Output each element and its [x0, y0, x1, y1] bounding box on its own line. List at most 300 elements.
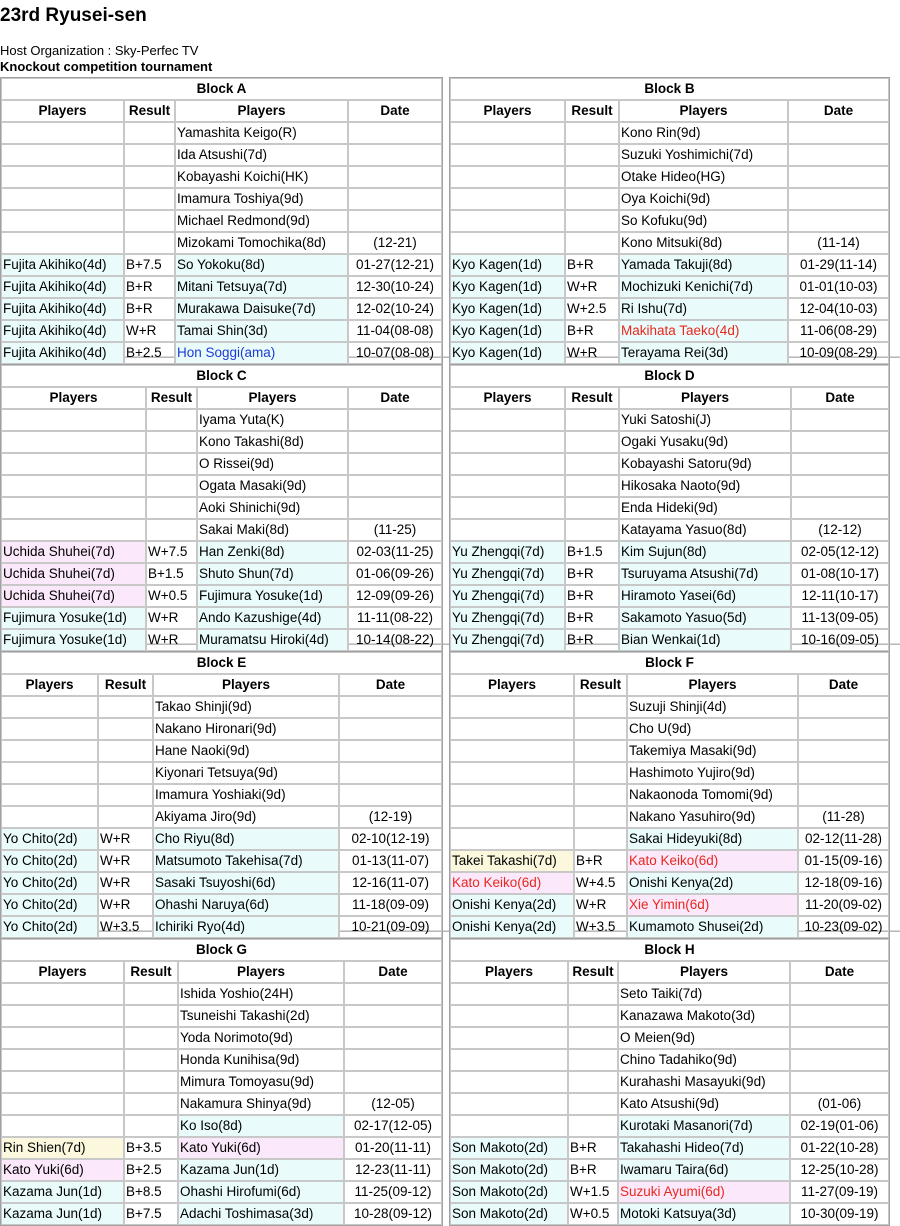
- page-title: 23rd Ryusei-sen: [0, 5, 147, 26]
- date-cell: [790, 1071, 889, 1093]
- table-row: [450, 541, 889, 563]
- result-cell: [565, 210, 619, 232]
- date-cell: [348, 497, 442, 519]
- opponent-cell: Sakai Maki(8d): [197, 519, 348, 541]
- table-row: [450, 409, 889, 431]
- winner-cell: [1, 210, 124, 232]
- opponent-cell: Sasaki Tsuyoshi(6d): [153, 872, 339, 894]
- opponent-header: Players: [153, 674, 339, 696]
- table-row: [1, 1137, 442, 1159]
- table-row: [450, 1049, 889, 1071]
- players-header: Players: [450, 387, 565, 409]
- winner-cell: [450, 1049, 568, 1071]
- table-row: [450, 894, 889, 916]
- date-cell: 12-25(10-28): [790, 1159, 889, 1181]
- winner-cell: Fujita Akihiko(4d): [1, 254, 124, 276]
- winner-cell: [450, 1093, 568, 1115]
- date-cell: (12-21): [348, 232, 442, 254]
- date-cell: [339, 696, 442, 718]
- result-cell: [124, 210, 175, 232]
- table-row: [1, 894, 442, 916]
- result-cell: [146, 431, 197, 453]
- date-cell: (01-06): [790, 1093, 889, 1115]
- opponent-cell: Ri Ishu(7d): [619, 298, 788, 320]
- winner-cell: [1, 188, 124, 210]
- table-row: [450, 1203, 889, 1225]
- opponent-cell: Ando Kazushige(4d): [197, 607, 348, 629]
- opponent-cell: Fujimura Yosuke(1d): [197, 585, 348, 607]
- table-row: [1, 409, 442, 431]
- opponent-cell: Otake Hideo(HG): [619, 166, 788, 188]
- result-cell: [568, 1071, 618, 1093]
- opponent-cell: Ko Iso(8d): [178, 1115, 344, 1137]
- opponent-cell: Xie Yimin(6d): [627, 894, 798, 916]
- opponent-cell: Kanazawa Makoto(3d): [618, 1005, 790, 1027]
- winner-cell: [1, 718, 98, 740]
- winner-cell: [450, 784, 574, 806]
- date-cell: 01-29(11-14): [788, 254, 889, 276]
- table-row: [450, 740, 889, 762]
- result-cell: W+7.5: [146, 541, 197, 563]
- opponent-cell: Aoki Shinichi(9d): [197, 497, 348, 519]
- opponent-cell: Iyama Yuta(K): [197, 409, 348, 431]
- result-cell: [565, 431, 619, 453]
- date-cell: 02-12(11-28): [798, 828, 889, 850]
- opponent-cell: So Yokoku(8d): [175, 254, 348, 276]
- table-row: [1, 298, 442, 320]
- date-cell: [798, 762, 889, 784]
- table-row: [1, 144, 442, 166]
- winner-cell: Onishi Kenya(2d): [450, 916, 574, 938]
- opponent-cell: Kato Atsushi(9d): [618, 1093, 790, 1115]
- block-a-table: [0, 77, 443, 365]
- result-cell: [565, 188, 619, 210]
- table-row: [450, 188, 889, 210]
- result-cell: B+R: [565, 563, 619, 585]
- block-title: Block H: [450, 939, 889, 961]
- winner-cell: [1, 453, 146, 475]
- winner-cell: [450, 188, 565, 210]
- winner-cell: [1, 232, 124, 254]
- host-organization: Host Organization : Sky-Perfec TV: [0, 43, 199, 58]
- winner-cell: Onishi Kenya(2d): [450, 894, 574, 916]
- table-row: [1, 585, 442, 607]
- result-cell: B+7.5: [124, 1203, 178, 1225]
- table-row: [1, 1005, 442, 1027]
- date-cell: [348, 210, 442, 232]
- result-cell: B+2.5: [124, 1159, 178, 1181]
- date-header: Date: [344, 961, 442, 983]
- table-row: [450, 607, 889, 629]
- result-cell: W+0.5: [146, 585, 197, 607]
- winner-cell: [450, 475, 565, 497]
- opponent-header: Players: [197, 387, 348, 409]
- result-cell: B+R: [565, 254, 619, 276]
- date-cell: [798, 718, 889, 740]
- table-row: [1, 1181, 442, 1203]
- winner-cell: Yu Zhengqi(7d): [450, 541, 565, 563]
- result-cell: B+2.5: [124, 342, 175, 364]
- opponent-cell: Oya Koichi(9d): [619, 188, 788, 210]
- date-cell: 02-19(01-06): [790, 1115, 889, 1137]
- table-row: [1, 276, 442, 298]
- table-row: [450, 232, 889, 254]
- opponent-cell: Hon Soggi(ama): [175, 342, 348, 364]
- winner-cell: Kyo Kagen(1d): [450, 298, 565, 320]
- result-header: Result: [124, 961, 178, 983]
- winner-cell: Fujita Akihiko(4d): [1, 320, 124, 342]
- winner-cell: Yo Chito(2d): [1, 850, 98, 872]
- date-cell: 01-13(11-07): [339, 850, 442, 872]
- table-row: [1, 983, 442, 1005]
- opponent-cell: Kono Rin(9d): [619, 122, 788, 144]
- result-cell: W+R: [565, 276, 619, 298]
- date-cell: [791, 453, 889, 475]
- table-row: [1, 828, 442, 850]
- winner-cell: [450, 696, 574, 718]
- table-row: [450, 453, 889, 475]
- winner-cell: [450, 1115, 568, 1137]
- winner-cell: Son Makoto(2d): [450, 1203, 568, 1225]
- winner-cell: Kazama Jun(1d): [1, 1181, 124, 1203]
- date-cell: 12-30(10-24): [348, 276, 442, 298]
- winner-cell: [1, 784, 98, 806]
- table-row: [1, 210, 442, 232]
- date-cell: 02-17(12-05): [344, 1115, 442, 1137]
- players-header: Players: [450, 961, 568, 983]
- table-row: [450, 762, 889, 784]
- date-cell: 10-21(09-09): [339, 916, 442, 938]
- date-cell: (11-25): [348, 519, 442, 541]
- opponent-cell: Seto Taiki(7d): [618, 983, 790, 1005]
- opponent-cell: Hikosaka Naoto(9d): [619, 475, 791, 497]
- opponent-header: Players: [175, 100, 348, 122]
- result-cell: B+R: [568, 1137, 618, 1159]
- date-cell: [348, 122, 442, 144]
- opponent-cell: Terayama Rei(3d): [619, 342, 788, 364]
- date-cell: 10-23(09-02): [798, 916, 889, 938]
- table-row: [450, 1159, 889, 1181]
- opponent-cell: Mizokami Tomochika(8d): [175, 232, 348, 254]
- date-cell: (12-19): [339, 806, 442, 828]
- winner-cell: [450, 519, 565, 541]
- date-cell: [788, 166, 889, 188]
- result-cell: B+R: [565, 320, 619, 342]
- block-title: Block C: [1, 365, 442, 387]
- date-cell: [348, 188, 442, 210]
- table-row: [1, 188, 442, 210]
- result-cell: W+3.5: [574, 916, 627, 938]
- table-row: [450, 1005, 889, 1027]
- opponent-cell: Hashimoto Yujiro(9d): [627, 762, 798, 784]
- result-cell: [98, 718, 153, 740]
- result-cell: W+R: [146, 607, 197, 629]
- result-cell: [98, 806, 153, 828]
- block-title: Block D: [450, 365, 889, 387]
- winner-cell: [450, 497, 565, 519]
- winner-cell: Fujita Akihiko(4d): [1, 298, 124, 320]
- winner-cell: Fujita Akihiko(4d): [1, 276, 124, 298]
- table-row: [450, 563, 889, 585]
- winner-cell: Yu Zhengqi(7d): [450, 563, 565, 585]
- opponent-cell: Kurotaki Masanori(7d): [618, 1115, 790, 1137]
- winner-cell: Yu Zhengqi(7d): [450, 629, 565, 651]
- players-header: Players: [1, 674, 98, 696]
- table-row: [450, 342, 889, 364]
- date-cell: 11-20(09-02): [798, 894, 889, 916]
- opponent-header: Players: [178, 961, 344, 983]
- date-cell: 11-25(09-12): [344, 1181, 442, 1203]
- table-row: [1, 1027, 442, 1049]
- table-row: [1, 122, 442, 144]
- opponent-cell: Kono Takashi(8d): [197, 431, 348, 453]
- block-title: Block B: [450, 78, 889, 100]
- date-cell: 10-16(09-05): [791, 629, 889, 651]
- table-row: [1, 519, 442, 541]
- table-row: [450, 497, 889, 519]
- date-header: Date: [339, 674, 442, 696]
- date-cell: 12-18(09-16): [798, 872, 889, 894]
- winner-cell: [1, 1049, 124, 1071]
- table-row: [1, 1071, 442, 1093]
- date-cell: 12-04(10-03): [788, 298, 889, 320]
- table-row: [450, 872, 889, 894]
- table-row: [450, 718, 889, 740]
- result-cell: W+R: [98, 828, 153, 850]
- date-cell: 10-14(08-22): [348, 629, 442, 651]
- winner-cell: [1, 696, 98, 718]
- date-cell: 01-22(10-28): [790, 1137, 889, 1159]
- opponent-cell: Kazama Jun(1d): [178, 1159, 344, 1181]
- date-cell: 01-06(09-26): [348, 563, 442, 585]
- opponent-cell: Nakaonoda Tomomi(9d): [627, 784, 798, 806]
- result-cell: W+0.5: [568, 1203, 618, 1225]
- winner-cell: Yo Chito(2d): [1, 872, 98, 894]
- result-cell: B+1.5: [565, 541, 619, 563]
- result-header: Result: [98, 674, 153, 696]
- winner-cell: Kyo Kagen(1d): [450, 342, 565, 364]
- date-cell: 10-07(08-08): [348, 342, 442, 364]
- table-row: [450, 166, 889, 188]
- date-cell: [798, 784, 889, 806]
- date-cell: [790, 1049, 889, 1071]
- date-cell: 10-30(09-19): [790, 1203, 889, 1225]
- opponent-cell: Kurahashi Masayuki(9d): [618, 1071, 790, 1093]
- opponent-cell: Matsumoto Takehisa(7d): [153, 850, 339, 872]
- opponent-cell: Cho U(9d): [627, 718, 798, 740]
- result-cell: W+4.5: [574, 872, 627, 894]
- result-cell: [565, 497, 619, 519]
- date-header: Date: [798, 674, 889, 696]
- date-cell: 12-09(09-26): [348, 585, 442, 607]
- winner-cell: Yu Zhengqi(7d): [450, 607, 565, 629]
- opponent-cell: Kato Keiko(6d): [627, 850, 798, 872]
- date-cell: [348, 144, 442, 166]
- result-cell: [568, 1049, 618, 1071]
- result-header: Result: [146, 387, 197, 409]
- opponent-cell: Ichiriki Ryo(4d): [153, 916, 339, 938]
- date-cell: [788, 210, 889, 232]
- date-cell: (11-14): [788, 232, 889, 254]
- winner-cell: Uchida Shuhei(7d): [1, 585, 146, 607]
- date-cell: 10-09(08-29): [788, 342, 889, 364]
- date-cell: [798, 696, 889, 718]
- winner-cell: Kyo Kagen(1d): [450, 320, 565, 342]
- date-cell: 11-04(08-08): [348, 320, 442, 342]
- opponent-header: Players: [619, 387, 791, 409]
- result-cell: B+R: [124, 298, 175, 320]
- opponent-cell: Cho Riyu(8d): [153, 828, 339, 850]
- table-row: [450, 122, 889, 144]
- table-row: [1, 166, 442, 188]
- result-cell: W+R: [565, 342, 619, 364]
- table-row: [450, 784, 889, 806]
- opponent-cell: Tsuruyama Atsushi(7d): [619, 563, 791, 585]
- opponent-cell: O Meien(9d): [618, 1027, 790, 1049]
- date-cell: [790, 1005, 889, 1027]
- opponent-cell: Sakai Hideyuki(8d): [627, 828, 798, 850]
- result-cell: W+R: [146, 629, 197, 651]
- date-cell: 01-15(09-16): [798, 850, 889, 872]
- winner-cell: [450, 762, 574, 784]
- date-cell: [348, 166, 442, 188]
- result-cell: [98, 740, 153, 762]
- result-cell: [574, 784, 627, 806]
- result-cell: [124, 144, 175, 166]
- opponent-cell: Yoda Norimoto(9d): [178, 1027, 344, 1049]
- result-cell: [124, 983, 178, 1005]
- table-row: [1, 1115, 442, 1137]
- date-cell: [348, 475, 442, 497]
- date-header: Date: [791, 387, 889, 409]
- table-row: [1, 629, 442, 651]
- date-cell: 10-28(09-12): [344, 1203, 442, 1225]
- result-cell: [574, 828, 627, 850]
- winner-cell: [1, 475, 146, 497]
- winner-cell: [450, 144, 565, 166]
- block-h-table: [449, 938, 890, 1226]
- table-row: [1, 718, 442, 740]
- table-row: [450, 1181, 889, 1203]
- result-header: Result: [565, 387, 619, 409]
- table-row: [1, 696, 442, 718]
- winner-cell: [1, 762, 98, 784]
- date-header: Date: [348, 387, 442, 409]
- opponent-cell: Hane Naoki(9d): [153, 740, 339, 762]
- date-cell: 01-27(12-21): [348, 254, 442, 276]
- table-row: [1, 916, 442, 938]
- opponent-cell: Mochizuki Kenichi(7d): [619, 276, 788, 298]
- date-header: Date: [788, 100, 889, 122]
- winner-cell: [450, 232, 565, 254]
- result-cell: B+R: [124, 276, 175, 298]
- date-cell: 12-23(11-11): [344, 1159, 442, 1181]
- opponent-cell: Tamai Shin(3d): [175, 320, 348, 342]
- result-header: Result: [124, 100, 175, 122]
- result-cell: [565, 166, 619, 188]
- table-row: [450, 585, 889, 607]
- table-row: [450, 144, 889, 166]
- result-cell: [146, 497, 197, 519]
- winner-cell: Kato Keiko(6d): [450, 872, 574, 894]
- date-cell: 12-02(10-24): [348, 298, 442, 320]
- opponent-cell: Takao Shinji(9d): [153, 696, 339, 718]
- table-row: [450, 1093, 889, 1115]
- date-cell: 11-06(08-29): [788, 320, 889, 342]
- result-cell: B+8.5: [124, 1181, 178, 1203]
- result-cell: [124, 1115, 178, 1137]
- date-cell: [339, 762, 442, 784]
- result-cell: [565, 144, 619, 166]
- winner-cell: Uchida Shuhei(7d): [1, 563, 146, 585]
- date-cell: [791, 431, 889, 453]
- table-row: [450, 629, 889, 651]
- opponent-cell: Suzuji Shinji(4d): [627, 696, 798, 718]
- result-cell: [574, 762, 627, 784]
- winner-cell: Kyo Kagen(1d): [450, 276, 565, 298]
- date-cell: [791, 475, 889, 497]
- table-row: [450, 1071, 889, 1093]
- winner-cell: [450, 210, 565, 232]
- result-cell: [568, 1027, 618, 1049]
- winner-cell: Kazama Jun(1d): [1, 1203, 124, 1225]
- opponent-cell: Enda Hideki(9d): [619, 497, 791, 519]
- date-cell: 02-10(12-19): [339, 828, 442, 850]
- opponent-cell: Katayama Yasuo(8d): [619, 519, 791, 541]
- winner-cell: [450, 409, 565, 431]
- table-row: [1, 453, 442, 475]
- winner-cell: [450, 740, 574, 762]
- date-cell: 01-01(10-03): [788, 276, 889, 298]
- opponent-cell: Adachi Toshimasa(3d): [178, 1203, 344, 1225]
- result-cell: [574, 806, 627, 828]
- opponent-cell: Motoki Katsuya(3d): [618, 1203, 790, 1225]
- block-title: Block G: [1, 939, 442, 961]
- opponent-cell: Yamada Takuji(8d): [619, 254, 788, 276]
- date-cell: [788, 188, 889, 210]
- date-cell: [348, 431, 442, 453]
- table-row: [1, 740, 442, 762]
- result-cell: [565, 232, 619, 254]
- winner-cell: [1, 1005, 124, 1027]
- date-header: Date: [790, 961, 889, 983]
- result-cell: [565, 453, 619, 475]
- players-header: Players: [1, 100, 124, 122]
- block-e-table: [0, 651, 443, 939]
- date-cell: [790, 983, 889, 1005]
- table-row: [1, 607, 442, 629]
- result-cell: [124, 1071, 178, 1093]
- result-cell: [124, 1027, 178, 1049]
- opponent-cell: Shuto Shun(7d): [197, 563, 348, 585]
- winner-cell: [1, 1027, 124, 1049]
- date-header: Date: [348, 100, 442, 122]
- winner-cell: [1, 497, 146, 519]
- date-cell: (12-12): [791, 519, 889, 541]
- winner-cell: [450, 122, 565, 144]
- block-title: Block F: [450, 652, 889, 674]
- result-cell: B+R: [565, 607, 619, 629]
- block-d-table: [449, 364, 890, 652]
- table-row: [1, 254, 442, 276]
- table-row: [1, 497, 442, 519]
- winner-cell: [1, 431, 146, 453]
- opponent-cell: Suzuki Yoshimichi(7d): [619, 144, 788, 166]
- date-cell: [344, 1071, 442, 1093]
- result-cell: [124, 1093, 178, 1115]
- winner-cell: Fujita Akihiko(4d): [1, 342, 124, 364]
- opponent-cell: Murakawa Daisuke(7d): [175, 298, 348, 320]
